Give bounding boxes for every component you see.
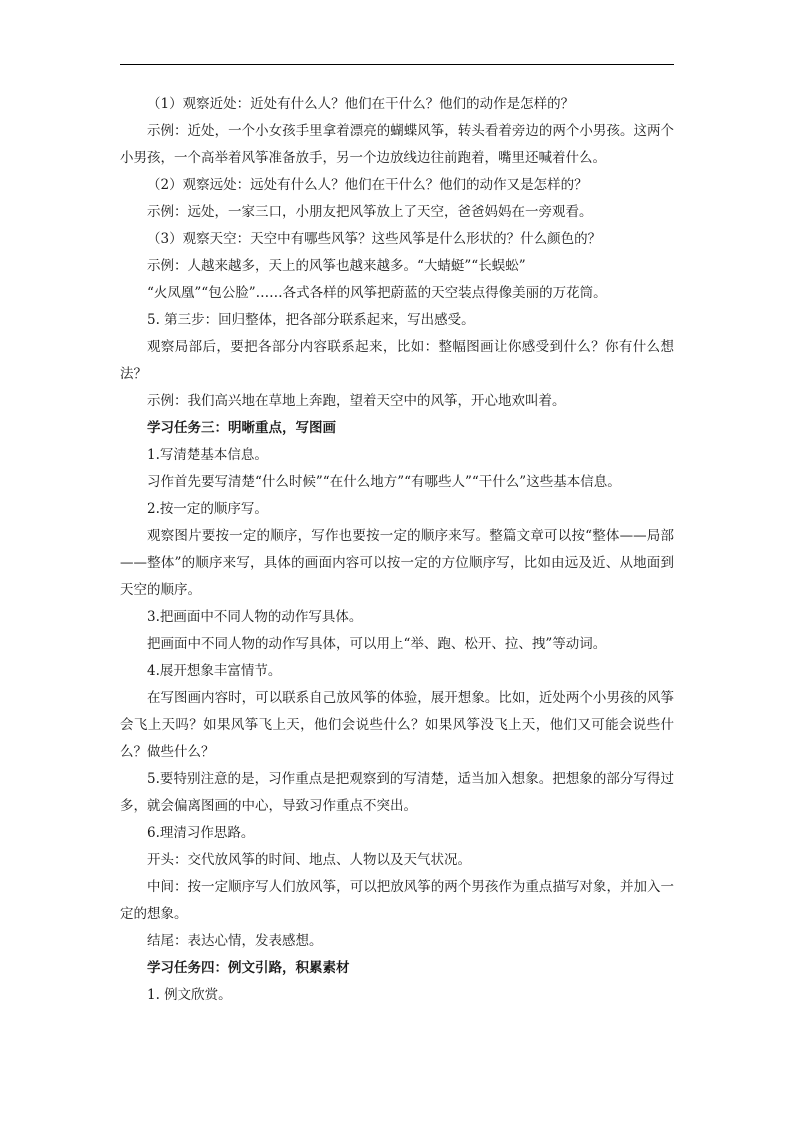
paragraph-point-1-detail: 习作首先要写清楚“什么时候”“在什么地方”“有哪些人”“干什么”这些基本信息。: [147, 474, 621, 490]
paragraph-middle: 中间：按一定顺序写人们放风筝，可以把放风筝的两个男孩作为重点描写对象，并加入一定的想象。: [120, 879, 674, 922]
paragraph-point-2-detail: 观察图片要按一定的顺序，写作也要按一定的顺序来写。整篇文章可以按“整体——局部——整体”的顺序来写，具体的画面内容可以按一定的方位顺序写，比如由远及近、从地面到天空的顺序。: [120, 528, 674, 598]
paragraph-example-feeling: 示例：我们高兴地在草地上奔跑，望着天空中的风筝，开心地欢叫着。: [147, 393, 566, 409]
heading-task-four: 学习任务四：例文引路，积累素材: [147, 960, 350, 976]
heading-task-three: 学习任务三：明晰重点，写图画: [147, 420, 336, 436]
paragraph-point-6: 6.理清习作思路。: [147, 825, 255, 841]
paragraph-observe-near: （1）观察近处：近处有什么人？他们在干什么？他们的动作是怎样的？: [147, 96, 575, 112]
paragraph-example-appreciation: 1. 例文欣赏。: [147, 987, 232, 1003]
paragraph-point-3-detail: 把画面中不同人物的动作写具体，可以用上“举、跑、松开、拉、拽”等动词。: [147, 636, 607, 652]
paragraph-point-4: 4.展开想象丰富情节。: [147, 663, 282, 679]
paragraph-opening: 开头：交代放风筝的时间、地点、人物以及天气状况。: [147, 852, 471, 868]
paragraph-example-near: 示例：近处，一个小女孩手里拿着漂亮的蝴蝶风筝，转头看着旁边的两个小男孩。这两个小男孩，一个高举着风筝准备放手，另一个边放线边往前跑着，嘴里还喊着什么。: [120, 123, 674, 166]
paragraph-example-far: 示例：远处，一家三口，小朋友把风筝放上了天空，爸爸妈妈在一旁观看。: [147, 204, 593, 220]
paragraph-observe-far: （2）观察远处：远处有什么人？他们在干什么？他们的动作又是怎样的？: [147, 177, 588, 193]
header-rule: [120, 64, 674, 65]
paragraph-point-3: 3.把画面中不同人物的动作写具体。: [147, 609, 363, 625]
paragraph-point-1: 1.写清楚基本信息。: [147, 447, 268, 463]
paragraph-connect-parts: 观察局部后，要把各部分内容联系起来，比如：整幅图画让你感受到什么？你有什么想法？: [120, 339, 674, 382]
paragraph-step-three: 5. 第三步：回归整体，把各部分联系起来，写出感受。: [147, 312, 475, 328]
paragraph-observe-sky: （3）观察天空：天空中有哪些风筝？这些风筝是什么形状的？什么颜色的？: [147, 231, 602, 247]
paragraph-example-sky: 示例：人越来越多，天上的风筝也越来越多。“大蜻蜓”“长蜈蚣”: [147, 258, 526, 274]
document-body: [120, 91, 674, 1009]
paragraph-example-sky-continued: “火凤凰”“包公脸”……各式各样的风筝把蔚蓝的天空装点得像美丽的万花筒。: [147, 285, 607, 301]
paragraph-point-2: 2.按一定的顺序写。: [147, 501, 268, 517]
paragraph-ending: 结尾：表达心情，发表感想。: [147, 933, 323, 949]
paragraph-point-5: 5.要特别注意的是，习作重点是把观察到的写清楚，适当加入想象。把想象的部分写得过多，就会偏离图画的中心，导致习作重点不突出。: [120, 771, 674, 814]
paragraph-point-4-detail: 在写图画内容时，可以联系自己放风筝的体验，展开想象。比如，近处两个小男孩的风筝会飞上天吗？如果风筝飞上天，他们会说些什么？如果风筝没飞上天，他们又可能会说些什么？做些什么？: [120, 690, 674, 760]
